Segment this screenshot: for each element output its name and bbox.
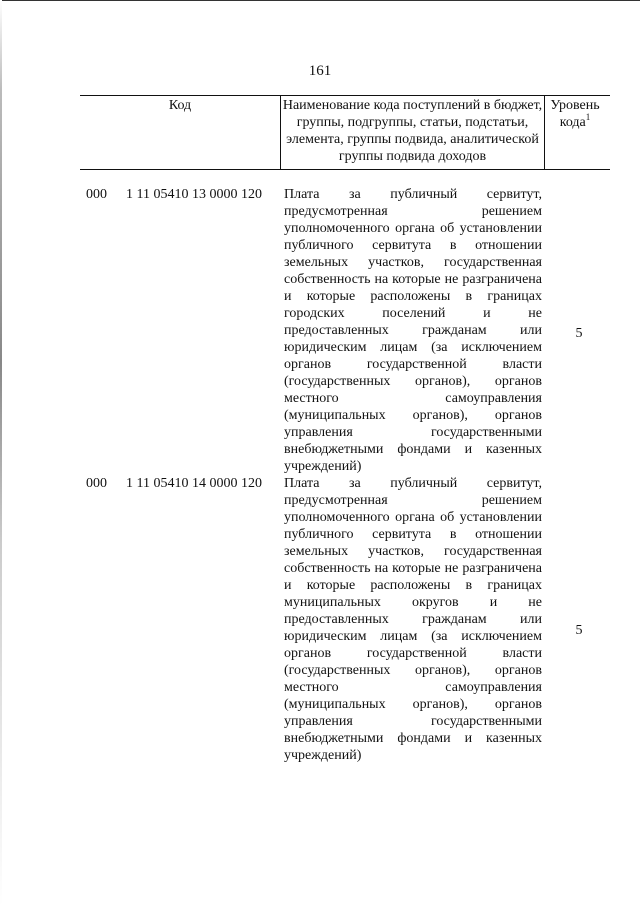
- row-level: 5: [575, 623, 583, 638]
- header-code-label: Код: [168, 98, 192, 113]
- row-name: Плата за публичный сервитут, предусмотренная решением уполномоченного органа об установлении публичного сервитута в отношении земельных участков, государственная собственность на которые не разграничена и которые расположены в границах городских поселений и не предоставленных гражданам или юридическим лицам (за исключением органов государственной власти (государственных органов), органов местного самоуправления (муниципальных органов), органов управления государственными внебюджетными фондами и казенных учреждений): [284, 187, 542, 474]
- row-code: 1 11 05410 13 0000 120: [126, 187, 262, 202]
- header-level: [540, 96, 610, 169]
- header-level-footnote: 1: [585, 112, 591, 122]
- row-level: 5: [575, 326, 583, 341]
- row-code: 1 11 05410 14 0000 120: [126, 476, 262, 491]
- header-code: [80, 96, 280, 169]
- header-level-label: Уровень кода: [550, 98, 600, 130]
- row-name: Плата за публичный сервитут, предусмотренная решением уполномоченного органа об установлении публичного сервитута в отношении земельных участков, государственная собственность на которые не разграничена и которые расположены в границах муниципальных округов и не предоставленных гражданам или юридическим лицам (за исключением органов государственной власти (государственных органов), органов местного самоуправления (муниципальных органов), органов управления государственными внебюджетными фондами и казенных учреждений): [284, 476, 542, 763]
- header-name: [280, 96, 545, 169]
- scan-edge-left: [0, 0, 2, 907]
- header-name-label: Наименование кода поступлений в бюджет, группы, подгруппы, статьи, подстатьи, элемента, группы подвида, аналитической группы подвида доходов: [282, 98, 543, 164]
- table-header: [80, 95, 610, 170]
- scan-edge-top: [0, 0, 640, 1]
- row-code-prefix: 000: [86, 187, 107, 202]
- row-code-prefix: 000: [86, 476, 107, 491]
- page-number: 161: [308, 63, 332, 79]
